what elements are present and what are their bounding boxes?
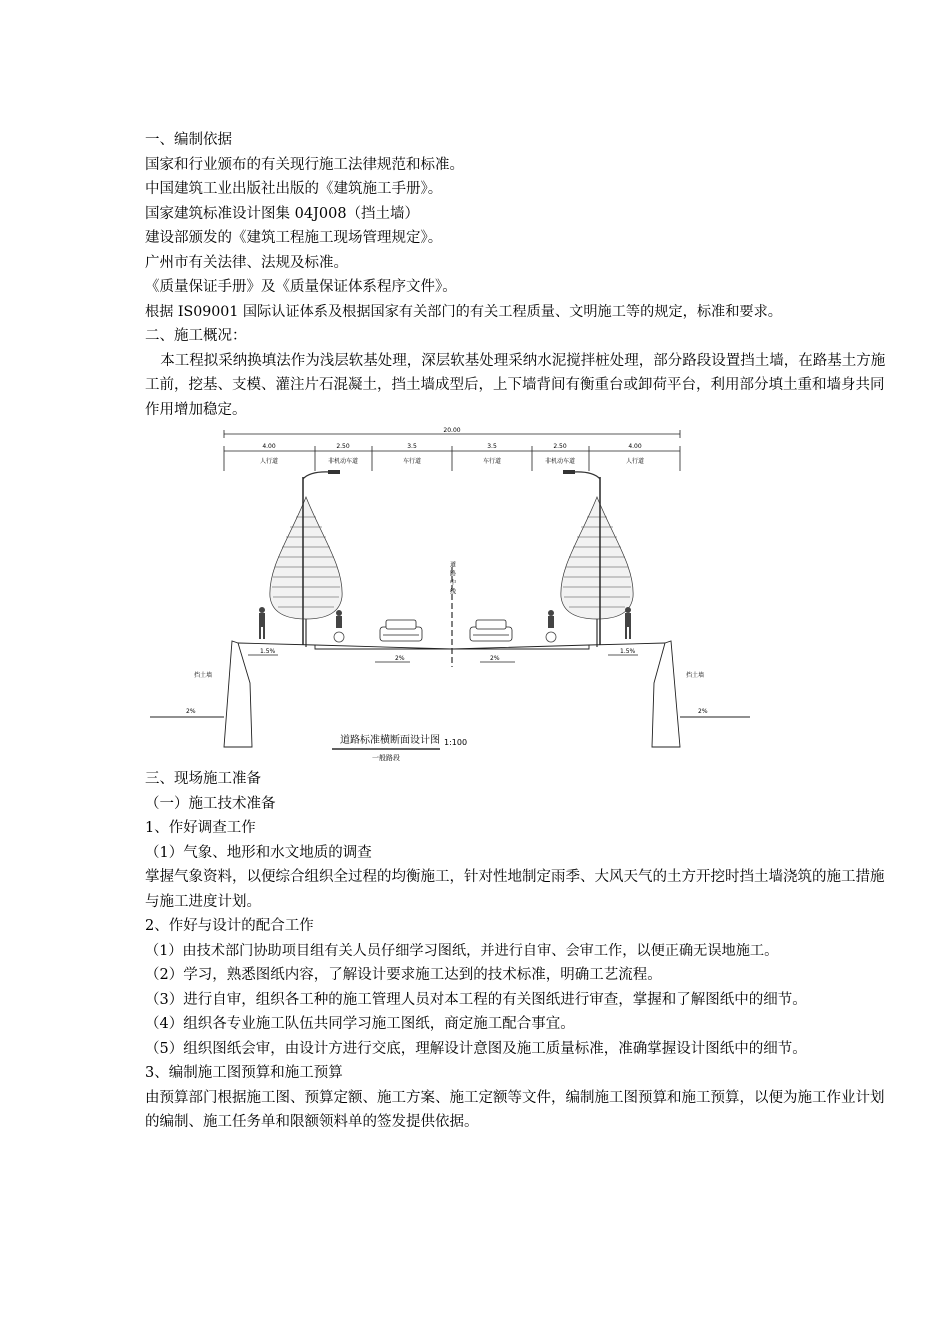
figure-scale: 1:100 bbox=[444, 738, 468, 747]
slope-base-right: 2% bbox=[698, 708, 708, 715]
segment-label-3: 车行道 bbox=[402, 458, 422, 465]
car-left-icon bbox=[380, 620, 422, 641]
section1-title: 一、编制依据 bbox=[145, 132, 232, 148]
basis-item-5: 广州市有关法律、法规及标准。 bbox=[145, 254, 348, 271]
basis-item-3: 国家建筑标准设计图集 04J008（挡土墙） bbox=[145, 205, 420, 222]
figure-subcaption: 一般路段 bbox=[372, 754, 400, 762]
basis-item-1: 国家和行业颁布的有关现行施工法律规范和标准。 bbox=[145, 156, 464, 173]
item2-point-4: （4）组织各专业施工队伍共同学习施工图纸，商定施工配合事宜。 bbox=[145, 1016, 575, 1032]
slope-road-right: 2% bbox=[490, 655, 500, 662]
item2-point-5: （5）组织图纸会审，由设计方进行交底，理解设计意图及施工质量标准，准确掌握设计图纸中的细节。 bbox=[145, 1040, 807, 1057]
slope-base-left: 2% bbox=[186, 708, 196, 715]
car-right-icon bbox=[470, 620, 512, 641]
item2-title: 2、作好与设计的配合工作 bbox=[145, 918, 314, 934]
slope-sidewalk-right: 1.5% bbox=[620, 648, 636, 655]
item3-body: 由预算部门根据施工图、预算定额、施工方案、施工定额等文件，编制施工图预算和施工预算，以便为施工作业计划的编制、施工任务单和限额领料单的签发提供依据。 bbox=[145, 1089, 885, 1130]
pedestrian-left-icon bbox=[259, 607, 265, 639]
cyclist-left-icon bbox=[334, 610, 344, 642]
segment-label-1: 人行道 bbox=[259, 458, 279, 465]
road-cross-section-drawing bbox=[150, 427, 750, 763]
segment-width-3: 3.5 bbox=[407, 443, 417, 450]
segment-width-5: 2.50 bbox=[553, 443, 567, 450]
cyclist-right-icon bbox=[546, 610, 556, 642]
item1-body: 掌握气象资料，以便综合组织全过程的均衡施工，针对性地制定雨季、大风天气的土方开挖时挡土墙浇筑的施工措施与施工进度计划。 bbox=[145, 869, 885, 910]
tree-left-icon bbox=[270, 497, 342, 647]
basis-item-2: 中国建筑工业出版社出版的《建筑施工手册》。 bbox=[145, 181, 443, 197]
section3-sub1: （一）施工技术准备 bbox=[145, 795, 276, 812]
retaining-wall-left-label: 挡土墙 bbox=[194, 672, 213, 679]
slope-sidewalk-left: 1.5% bbox=[260, 648, 276, 655]
item2-point-2: （2）学习，熟悉图纸内容，了解设计要求施工达到的技术标准，明确工艺流程。 bbox=[145, 967, 662, 983]
item1-title: 1、作好调查工作 bbox=[145, 820, 256, 836]
segment-width-4: 3.5 bbox=[487, 443, 497, 450]
segment-width-2: 2.50 bbox=[336, 443, 350, 450]
total-width-label: 20.00 bbox=[443, 427, 461, 434]
tree-right-icon bbox=[561, 497, 633, 647]
figure-caption: 道路标准横断面设计图 bbox=[340, 735, 440, 746]
retaining-wall-right-label: 挡土墙 bbox=[686, 672, 705, 679]
basis-item-6: 《质量保证手册》及《质量保证体系程序文件》。 bbox=[145, 279, 457, 295]
segment-label-6: 人行道 bbox=[625, 458, 645, 465]
item2-point-3: （3）进行自审，组织各工种的施工管理人员对本工程的有关图纸进行审查，掌握和了解图纸中的细节。 bbox=[145, 991, 807, 1008]
document-page bbox=[145, 128, 890, 1135]
centerline-label: 道路中线 bbox=[448, 561, 456, 597]
segment-width-1: 4.00 bbox=[262, 443, 276, 450]
section3-title: 三、现场施工准备 bbox=[145, 771, 261, 787]
segment-label-2: 非机动车道 bbox=[327, 458, 359, 465]
segment-label-5: 非机动车道 bbox=[544, 458, 576, 465]
slope-arrows bbox=[248, 655, 638, 662]
segment-label-4: 车行道 bbox=[482, 458, 502, 465]
road-surface bbox=[150, 641, 750, 747]
road-cross-section-figure bbox=[145, 424, 890, 767]
section2-title: 二、施工概况： bbox=[145, 328, 247, 344]
item1-sub: （1）气象、地形和水文地质的调查 bbox=[145, 844, 372, 861]
basis-item-7: 根据 IS09001 国际认证体系及根据国家有关部门的有关工程质量、文明施工等的规定，标准和要求。 bbox=[145, 303, 782, 320]
pedestrian-right-icon bbox=[625, 607, 631, 639]
basis-item-4: 建设部颁发的《建筑工程施工现场管理规定》。 bbox=[145, 230, 443, 246]
slope-road-left: 2% bbox=[395, 655, 405, 662]
section2-body: 本工程拟采纳换填法作为浅层软基处理，深层软基处理采纳水泥搅拌桩处理，部分路段设置挡土墙，在路基土方施工前，挖基、支模、灌注片石混凝土，挡土墙成型后，上下墙背间有衡重台或卸荷平台，利用部分填土重和墙身共同作用增加稳定。 bbox=[145, 352, 886, 418]
dimension-lines bbox=[224, 430, 680, 471]
item2-point-1: （1）由技术部门协助项目组有关人员仔细学习图纸，并进行自审、会审工作，以便正确无误地施工。 bbox=[145, 942, 779, 959]
segment-width-6: 4.00 bbox=[628, 443, 642, 450]
item3-title: 3、编制施工图预算和施工预算 bbox=[145, 1065, 343, 1081]
